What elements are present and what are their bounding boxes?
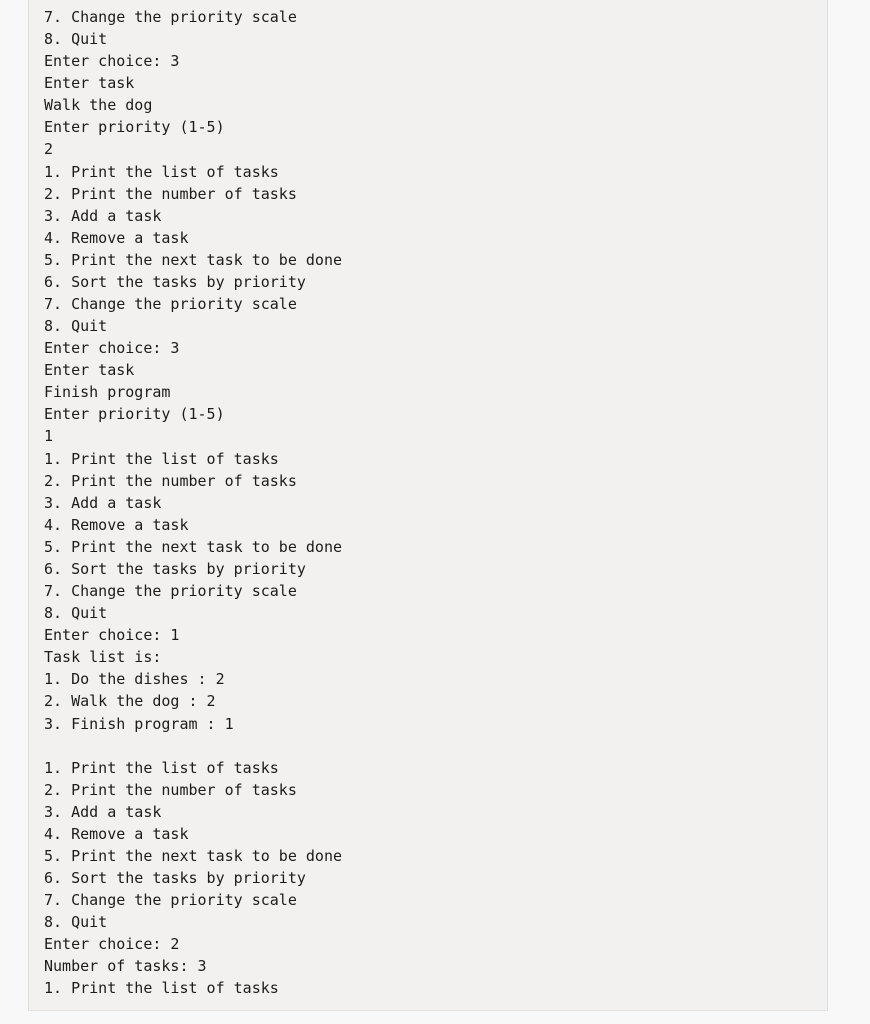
console-line: 3. Finish program : 1 <box>44 714 234 733</box>
console-line: 3. Add a task <box>44 206 162 225</box>
console-line: 6. Sort the tasks by priority <box>44 869 306 888</box>
console-line: 1. Print the list of tasks <box>44 979 279 998</box>
console-line: 2 <box>44 140 54 159</box>
console-line: 2. Walk the dog : 2 <box>44 692 216 711</box>
console-line: 1. Do the dishes : 2 <box>44 670 225 689</box>
console-line <box>44 735 342 757</box>
console-output-panel <box>28 0 828 1011</box>
console-line: 3. Add a task <box>44 493 162 512</box>
console-line: Enter task <box>44 361 135 380</box>
console-line: 5. Print the next task to be done <box>44 537 343 556</box>
console-line: Enter choice: 3 <box>44 339 180 358</box>
console-line: 7. Change the priority scale <box>44 8 297 26</box>
console-line: 5. Print the next task to be done <box>44 846 343 865</box>
console-line: 1. Print the list of tasks <box>44 449 279 468</box>
console-line: Finish program <box>44 383 171 402</box>
console-line: 1. Print the list of tasks <box>44 162 279 181</box>
console-line: 2. Print the number of tasks <box>44 471 297 490</box>
console-line: 6. Sort the tasks by priority <box>44 559 306 578</box>
console-line: Enter priority (1-5) <box>44 118 225 137</box>
console-line: 8. Quit <box>44 317 108 336</box>
console-line: 2. Print the number of tasks <box>44 184 297 203</box>
console-line: 5. Print the next task to be done <box>44 250 343 269</box>
console-line: Number of tasks: 3 <box>44 957 207 976</box>
console-line: Enter priority (1-5) <box>44 405 225 424</box>
console-line: 1. Print the list of tasks <box>44 758 279 777</box>
console-line: 8. Quit <box>44 604 108 623</box>
console-line: Enter choice: 2 <box>44 935 180 954</box>
console-line: 7. Change the priority scale <box>44 891 297 910</box>
console-line: 6. Sort the tasks by priority <box>44 272 306 291</box>
console-line: 7. Change the priority scale <box>44 295 297 314</box>
console-line: Enter choice: 3 <box>44 52 180 71</box>
console-line: 8. Quit <box>44 913 108 932</box>
console-line: 8. Quit <box>44 30 108 49</box>
console-line: 4. Remove a task <box>44 824 189 843</box>
console-line: 4. Remove a task <box>44 228 189 247</box>
console-line: 7. Change the priority scale <box>44 582 297 601</box>
console-line: 2. Print the number of tasks <box>44 780 297 799</box>
console-line: Walk the dog <box>44 96 153 115</box>
console-line: Enter task <box>44 74 135 93</box>
console-line: Task list is: <box>44 648 162 667</box>
console-line: Enter choice: 1 <box>44 626 180 645</box>
console-output <box>44 6 342 1000</box>
console-line: 3. Add a task <box>44 802 162 821</box>
console-line: 1 <box>44 427 54 446</box>
console-line: 4. Remove a task <box>44 515 189 534</box>
